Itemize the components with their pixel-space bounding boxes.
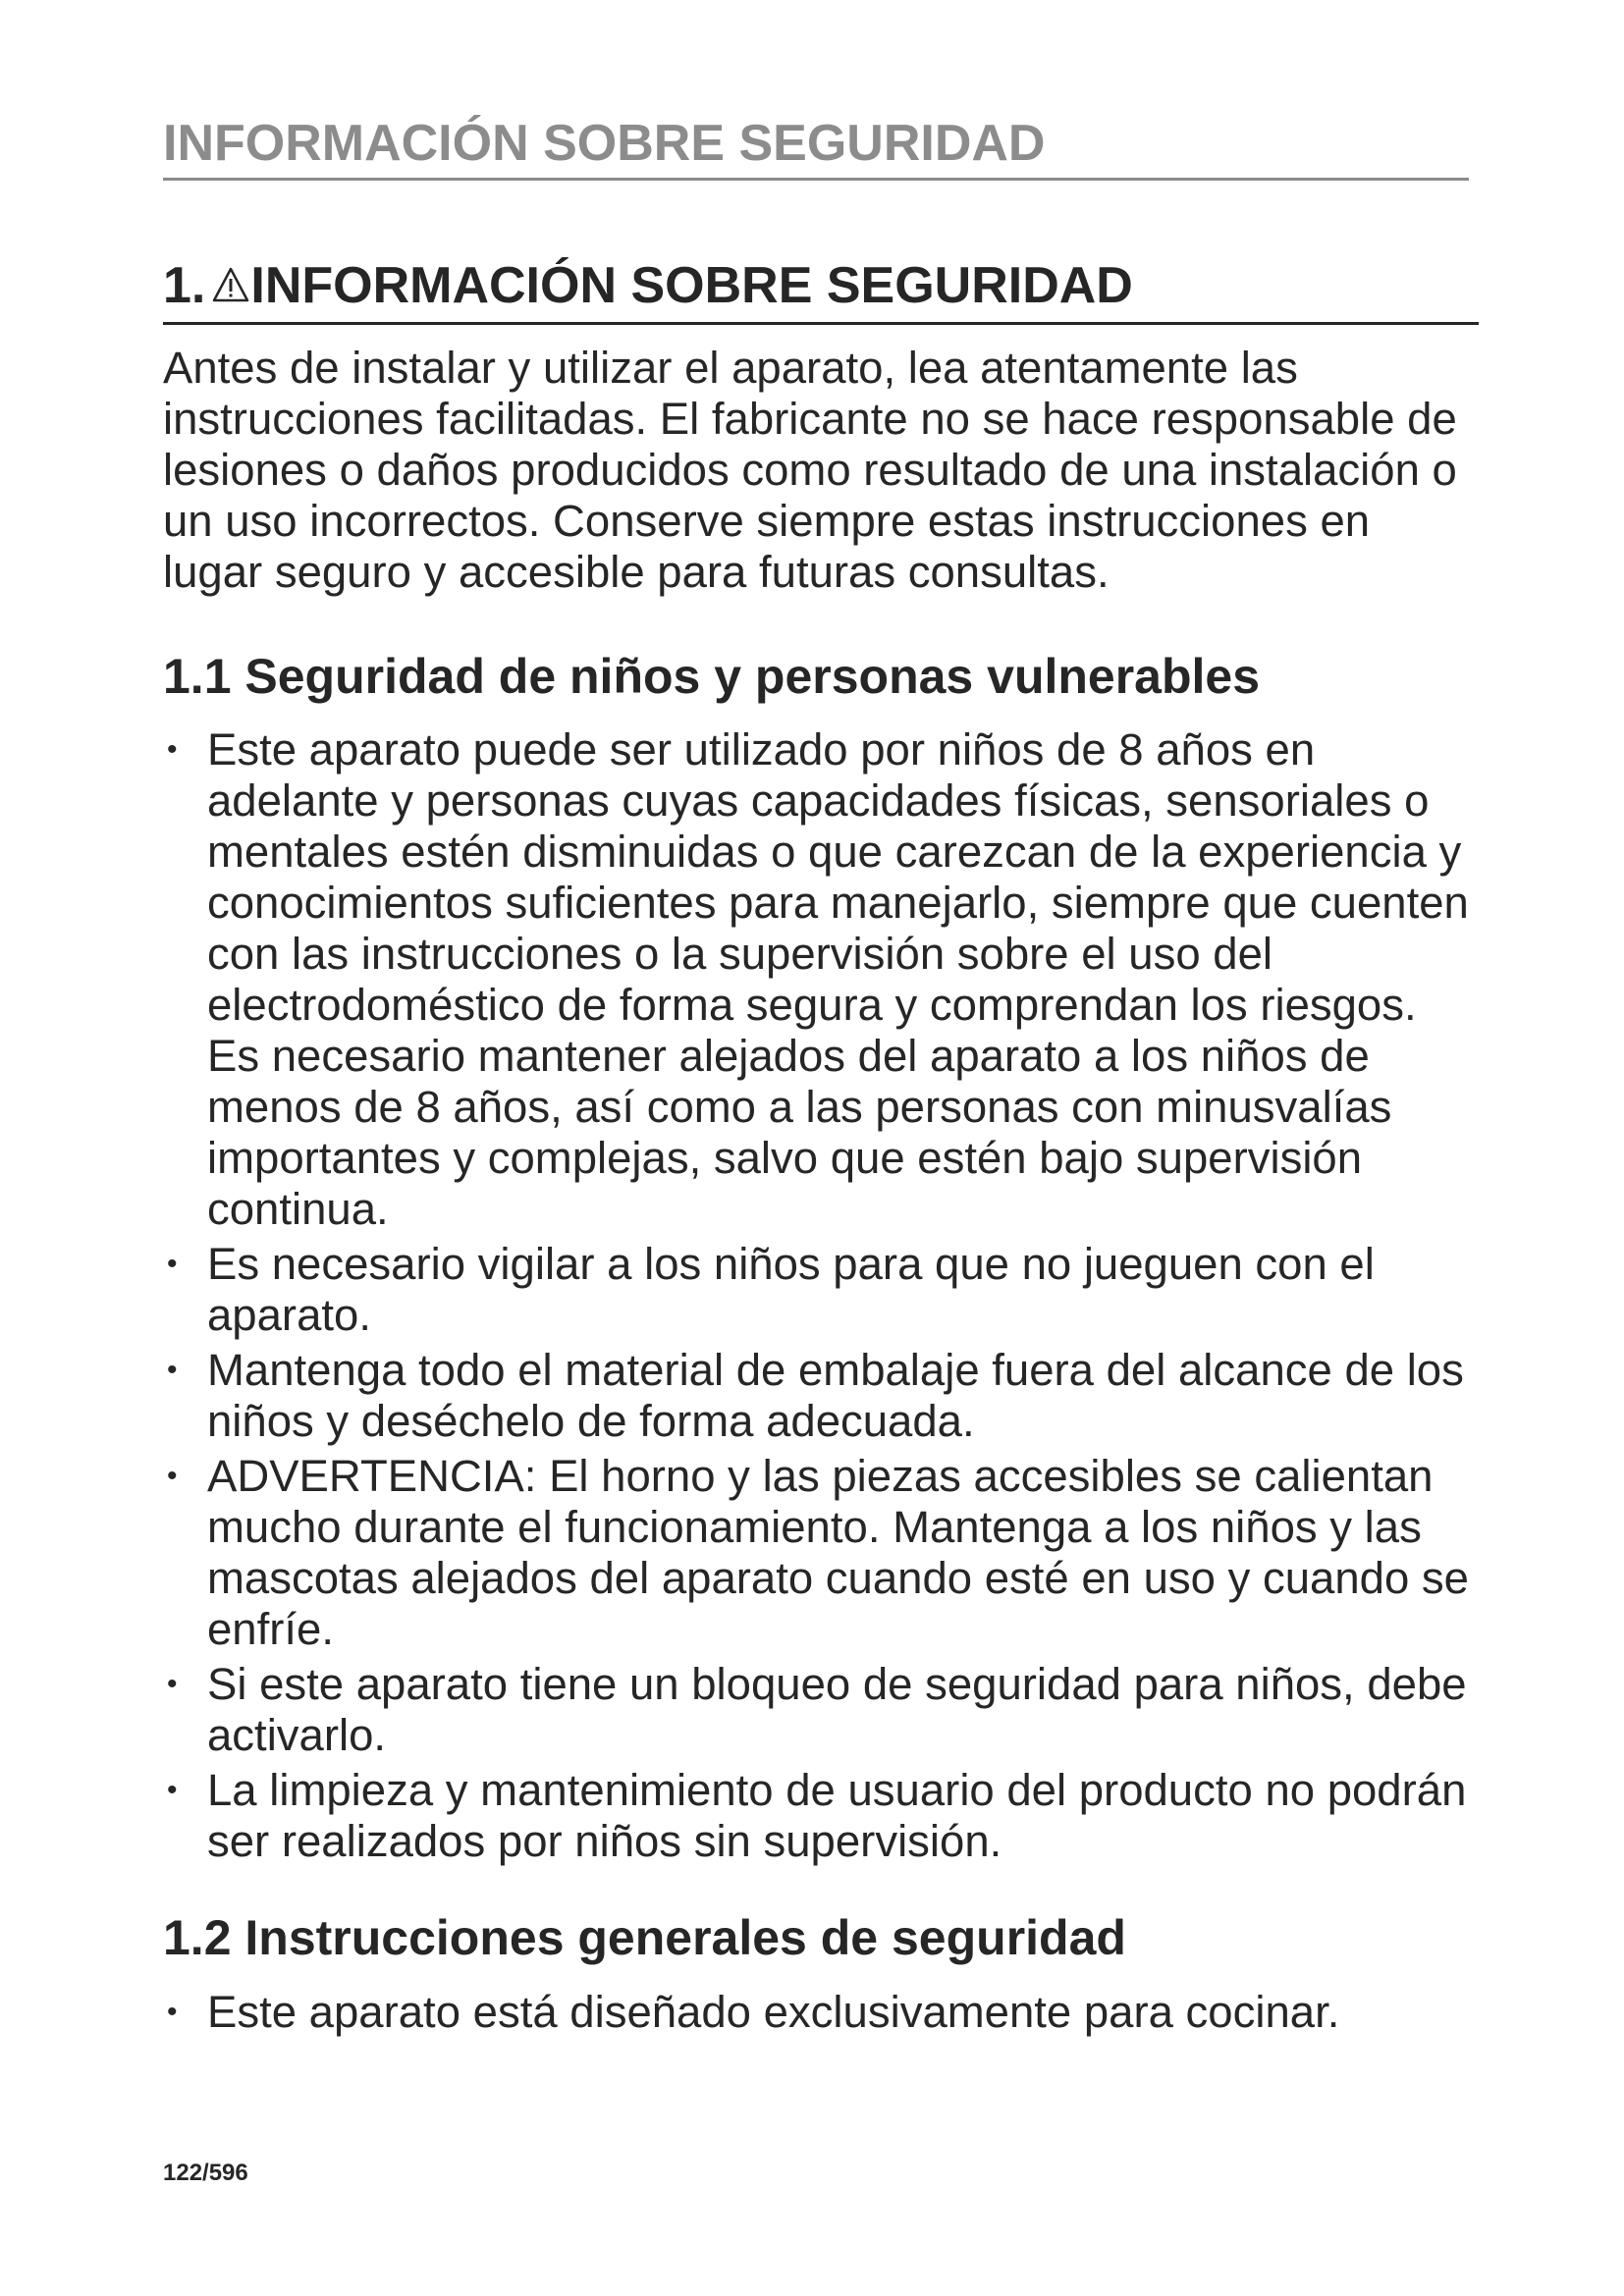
bullet-icon: • (167, 1354, 178, 1387)
list-item (163, 724, 1479, 1235)
list-item (163, 1765, 1479, 1867)
running-header-text: INFORMACIÓN SOBRE SEGURIDAD (163, 115, 1046, 172)
bullet-icon: • (167, 1995, 178, 2028)
page-content (163, 257, 1479, 2042)
bullet-icon: • (167, 1248, 178, 1281)
list-item-text: ADVERTENCIA: El horno y las piezas accesibles se calientan mucho durante el funcionamiento. Mantenga a los niños y las mascotas alejados del aparato cuando esté en uso y cuando se enfríe. (207, 1451, 1469, 1655)
list-item-text: Este aparato está diseñado exclusivamente para cocinar. (207, 1986, 1340, 2037)
bullet-icon: • (167, 1774, 178, 1807)
subsection-title-children-safety: 1.1 Seguridad de niños y personas vulnerables (163, 648, 1261, 704)
section-spacer (163, 1871, 1479, 1910)
list-item (163, 1659, 1479, 1761)
list-item (163, 1239, 1479, 1341)
intro-paragraph: Antes de instalar y utilizar el aparato, lea atentamente las instrucciones facilitadas. El fabricante no se hace responsable de lesiones o daños producidos como resultado de una instalación o un uso incorrectos. Conserve siempre estas instrucciones en lugar seguro y accesible para futuras consultas. (163, 342, 1457, 597)
list-item-text: Si este aparato tiene un bloqueo de seguridad para niños, debe activarlo. (207, 1659, 1467, 1761)
page-number: 122/596 (163, 2160, 248, 2186)
bullet-icon: • (167, 1460, 178, 1493)
list-item (163, 1345, 1479, 1447)
subsection-title-general-safety: 1.2 Instrucciones generales de seguridad (163, 1910, 1126, 1966)
running-header (163, 116, 1469, 181)
list-item-text: Es necesario vigilar a los niños para que no jueguen con el aparato. (207, 1239, 1375, 1341)
bullet-icon: • (167, 1668, 178, 1701)
children-safety-list (163, 724, 1479, 1867)
general-safety-list (163, 1987, 1479, 2038)
bullet-icon: • (167, 733, 178, 767)
warning-triangle-icon (211, 265, 250, 304)
section-number: 1. (163, 257, 206, 314)
list-item (163, 1451, 1479, 1655)
list-item-text: Mantenga todo el material de embalaje fuera del alcance de los niños y deséchelo de forma adecuada. (207, 1345, 1464, 1447)
section-title-text: INFORMACIÓN SOBRE SEGURIDAD (250, 257, 1133, 314)
list-item (163, 1987, 1479, 2038)
list-item-text: Este aparato puede ser utilizado por niños de 8 años en adelante y personas cuyas capacidades físicas, sensoriales o mentales estén disminuidas o que carezcan de la experiencia y conocimientos suficientes para manejarlo, siempre que cuenten con las instrucciones o la supervisión sobre el uso del electrodoméstico de forma segura y comprendan los riesgos. Es necesario mantener alejados del aparato a los niños de menos de 8 años, así como a las personas con minusvalías importantes y complejas, salvo que estén bajo supervisión continua. (207, 724, 1469, 1235)
list-item-text: La limpieza y mantenimiento de usuario del producto no podrán ser realizados por niños sin supervisión. (207, 1765, 1467, 1867)
section-title (163, 257, 1479, 325)
